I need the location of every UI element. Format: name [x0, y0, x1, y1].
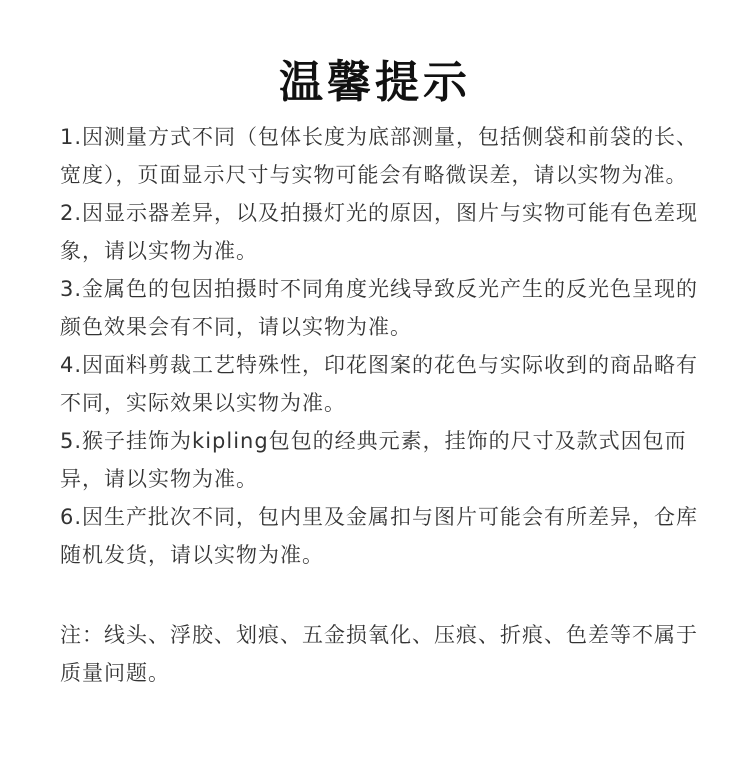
notice-item-4: 4.因面料剪裁工艺特殊性，印花图案的花色与实际收到的商品略有不同，实际效果以实物为准。 [60, 353, 699, 415]
notice-item-5: 5.猴子挂饰为kipling包包的经典元素，挂饰的尺寸及款式因包而异，请以实物为准。 [60, 429, 687, 491]
notice-item-2: 2.因显示器差异，以及拍摄灯光的原因，图片与实物可能有色差现象，请以实物为准。 [60, 201, 699, 263]
notice-item-6: 6.因生产批次不同，包内里及金属扣与图片可能会有所差异，仓库随机发货，请以实物为准。 [60, 505, 699, 567]
notice-list [60, 118, 700, 574]
page-title: 温馨提示 [279, 57, 471, 109]
notice-item-1: 1.因测量方式不同（包体长度为底部测量，包括侧袋和前袋的长、宽度），页面显示尺寸与实物可能会有略微误差，请以实物为准。 [60, 125, 699, 187]
quality-note: 注：线头、浮胶、划痕、五金损氧化、压痕、折痕、色差等不属于质量问题。 [60, 623, 698, 685]
notice-item-3: 3.金属色的包因拍摄时不同角度光线导致反光产生的反光色呈现的颜色效果会有不同，请以实物为准。 [60, 277, 699, 339]
